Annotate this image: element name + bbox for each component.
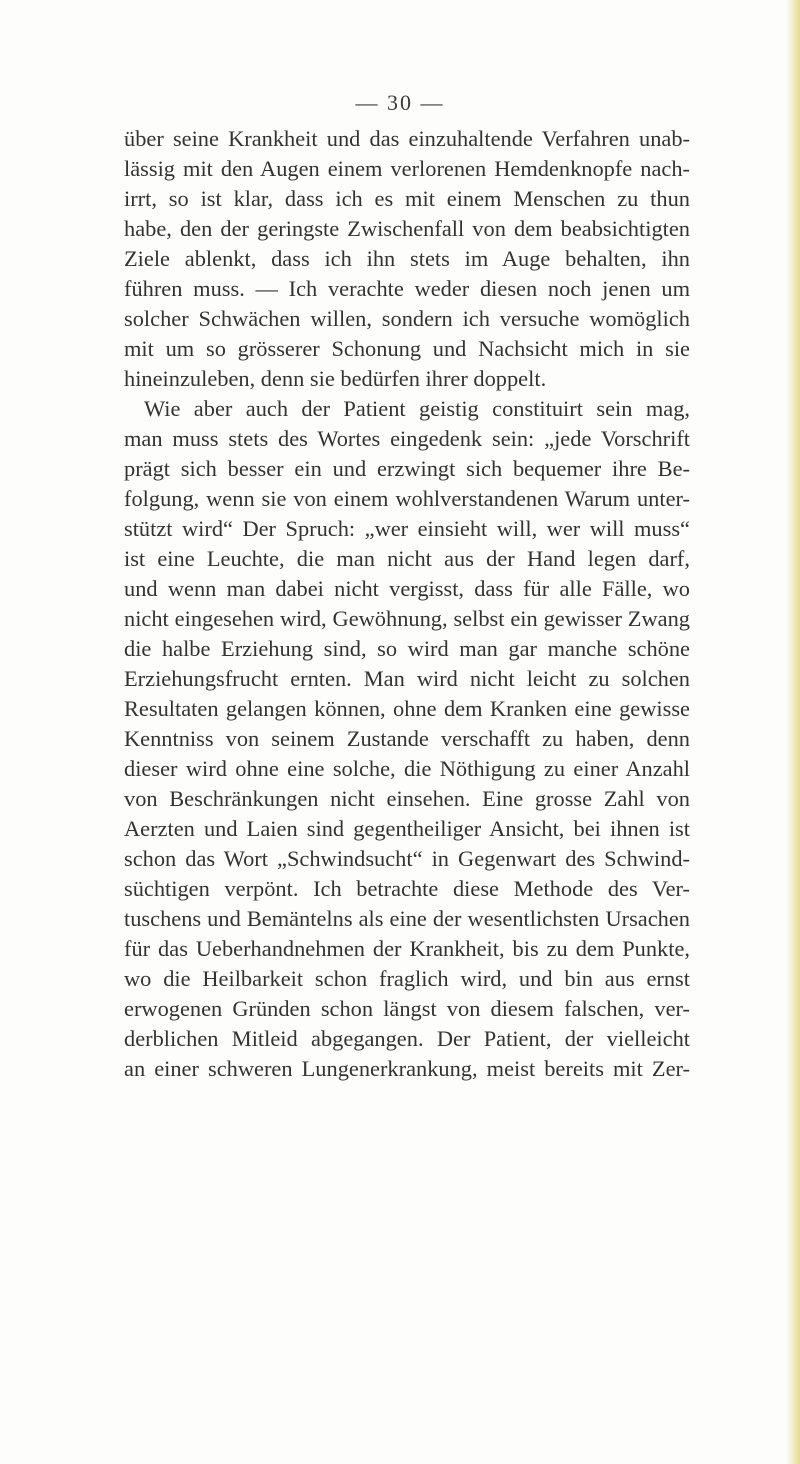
text-line: von Beschränkungen nicht einsehen. Eine grosse Zahl von <box>124 786 690 811</box>
text-line: hineinzuleben, denn sie bedürfen ihrer doppelt. <box>124 366 547 391</box>
text-line: Aerzten und Laien sind gegentheiliger Ansicht, bei ihnen ist <box>124 816 690 841</box>
text-line: dieser wird ohne eine solche, die Nöthigung zu einer Anzahl <box>124 756 690 781</box>
text-line: nicht eingesehen wird, Gewöhnung, selbst ein gewisser Zwang <box>124 606 690 631</box>
body-text <box>124 124 690 1084</box>
page-number: — 30 — <box>355 90 445 115</box>
text-line: Kenntniss von seinem Zustande verschafft zu haben, denn <box>124 726 690 751</box>
text-line: folgung, wenn sie von einem wohlverstandenen Warum unter- <box>124 486 690 511</box>
text-line: ist eine Leuchte, die man nicht aus der Hand legen darf, <box>124 546 690 571</box>
text-line: Erziehungsfrucht ernten. Man wird nicht leicht zu solchen <box>124 666 690 691</box>
text-line: man muss stets des Wortes eingedenk sein: „jede Vorschrift <box>124 426 690 451</box>
text-line: lässig mit den Augen einem verlorenen Hemdenknopfe nach- <box>124 156 690 181</box>
text-line: schon das Wort „Schwindsucht“ in Gegenwart des Schwind- <box>124 846 690 871</box>
text-line: solcher Schwächen willen, sondern ich versuche womöglich <box>124 306 690 331</box>
text-line: Ziele ablenkt, dass ich ihn stets im Auge behalten, ihn <box>124 246 690 271</box>
text-line: Resultaten gelangen können, ohne dem Kranken eine gewisse <box>124 696 690 721</box>
text-line: tuschens und Bemäntelns als eine der wesentlichsten Ursachen <box>124 906 690 931</box>
text-line: Wie aber auch der Patient geistig constituirt sein mag, <box>144 396 690 421</box>
text-line: wo die Heilbarkeit schon fraglich wird, und bin aus ernst <box>124 966 690 991</box>
text-line: derblichen Mitleid abgegangen. Der Patient, der vielleicht <box>124 1026 690 1051</box>
text-line: für das Ueberhandnehmen der Krankheit, bis zu dem Punkte, <box>124 936 690 961</box>
text-line: die halbe Erziehung sind, so wird man gar manche schöne <box>124 636 690 661</box>
text-line: und wenn man dabei nicht vergisst, dass für alle Fälle, wo <box>124 576 690 601</box>
text-line: süchtigen verpönt. Ich betrachte diese Methode des Ver- <box>124 876 690 901</box>
text-line: prägt sich besser ein und erzwingt sich bequemer ihre Be- <box>124 456 690 481</box>
text-line: an einer schweren Lungenerkrankung, meist bereits mit Zer- <box>124 1056 690 1081</box>
text-line: führen muss. — Ich verachte weder diesen noch jenen um <box>124 276 690 301</box>
text-line: über seine Krankheit und das einzuhaltende Verfahren unab- <box>124 126 690 151</box>
text-line: stützt wird“ Der Spruch: „wer einsieht will, wer will muss“ <box>124 516 690 541</box>
text-line: erwogenen Gründen schon längst von diesem falschen, ver- <box>124 996 690 1021</box>
page-edge-discoloration <box>786 0 800 1464</box>
text-line: habe, den der geringste Zwischenfall von dem beabsichtigten <box>124 216 690 241</box>
text-line: mit um so grösserer Schonung und Nachsicht mich in sie <box>124 336 690 361</box>
text-line: irrt, so ist klar, dass ich es mit einem Menschen zu thun <box>124 186 690 211</box>
